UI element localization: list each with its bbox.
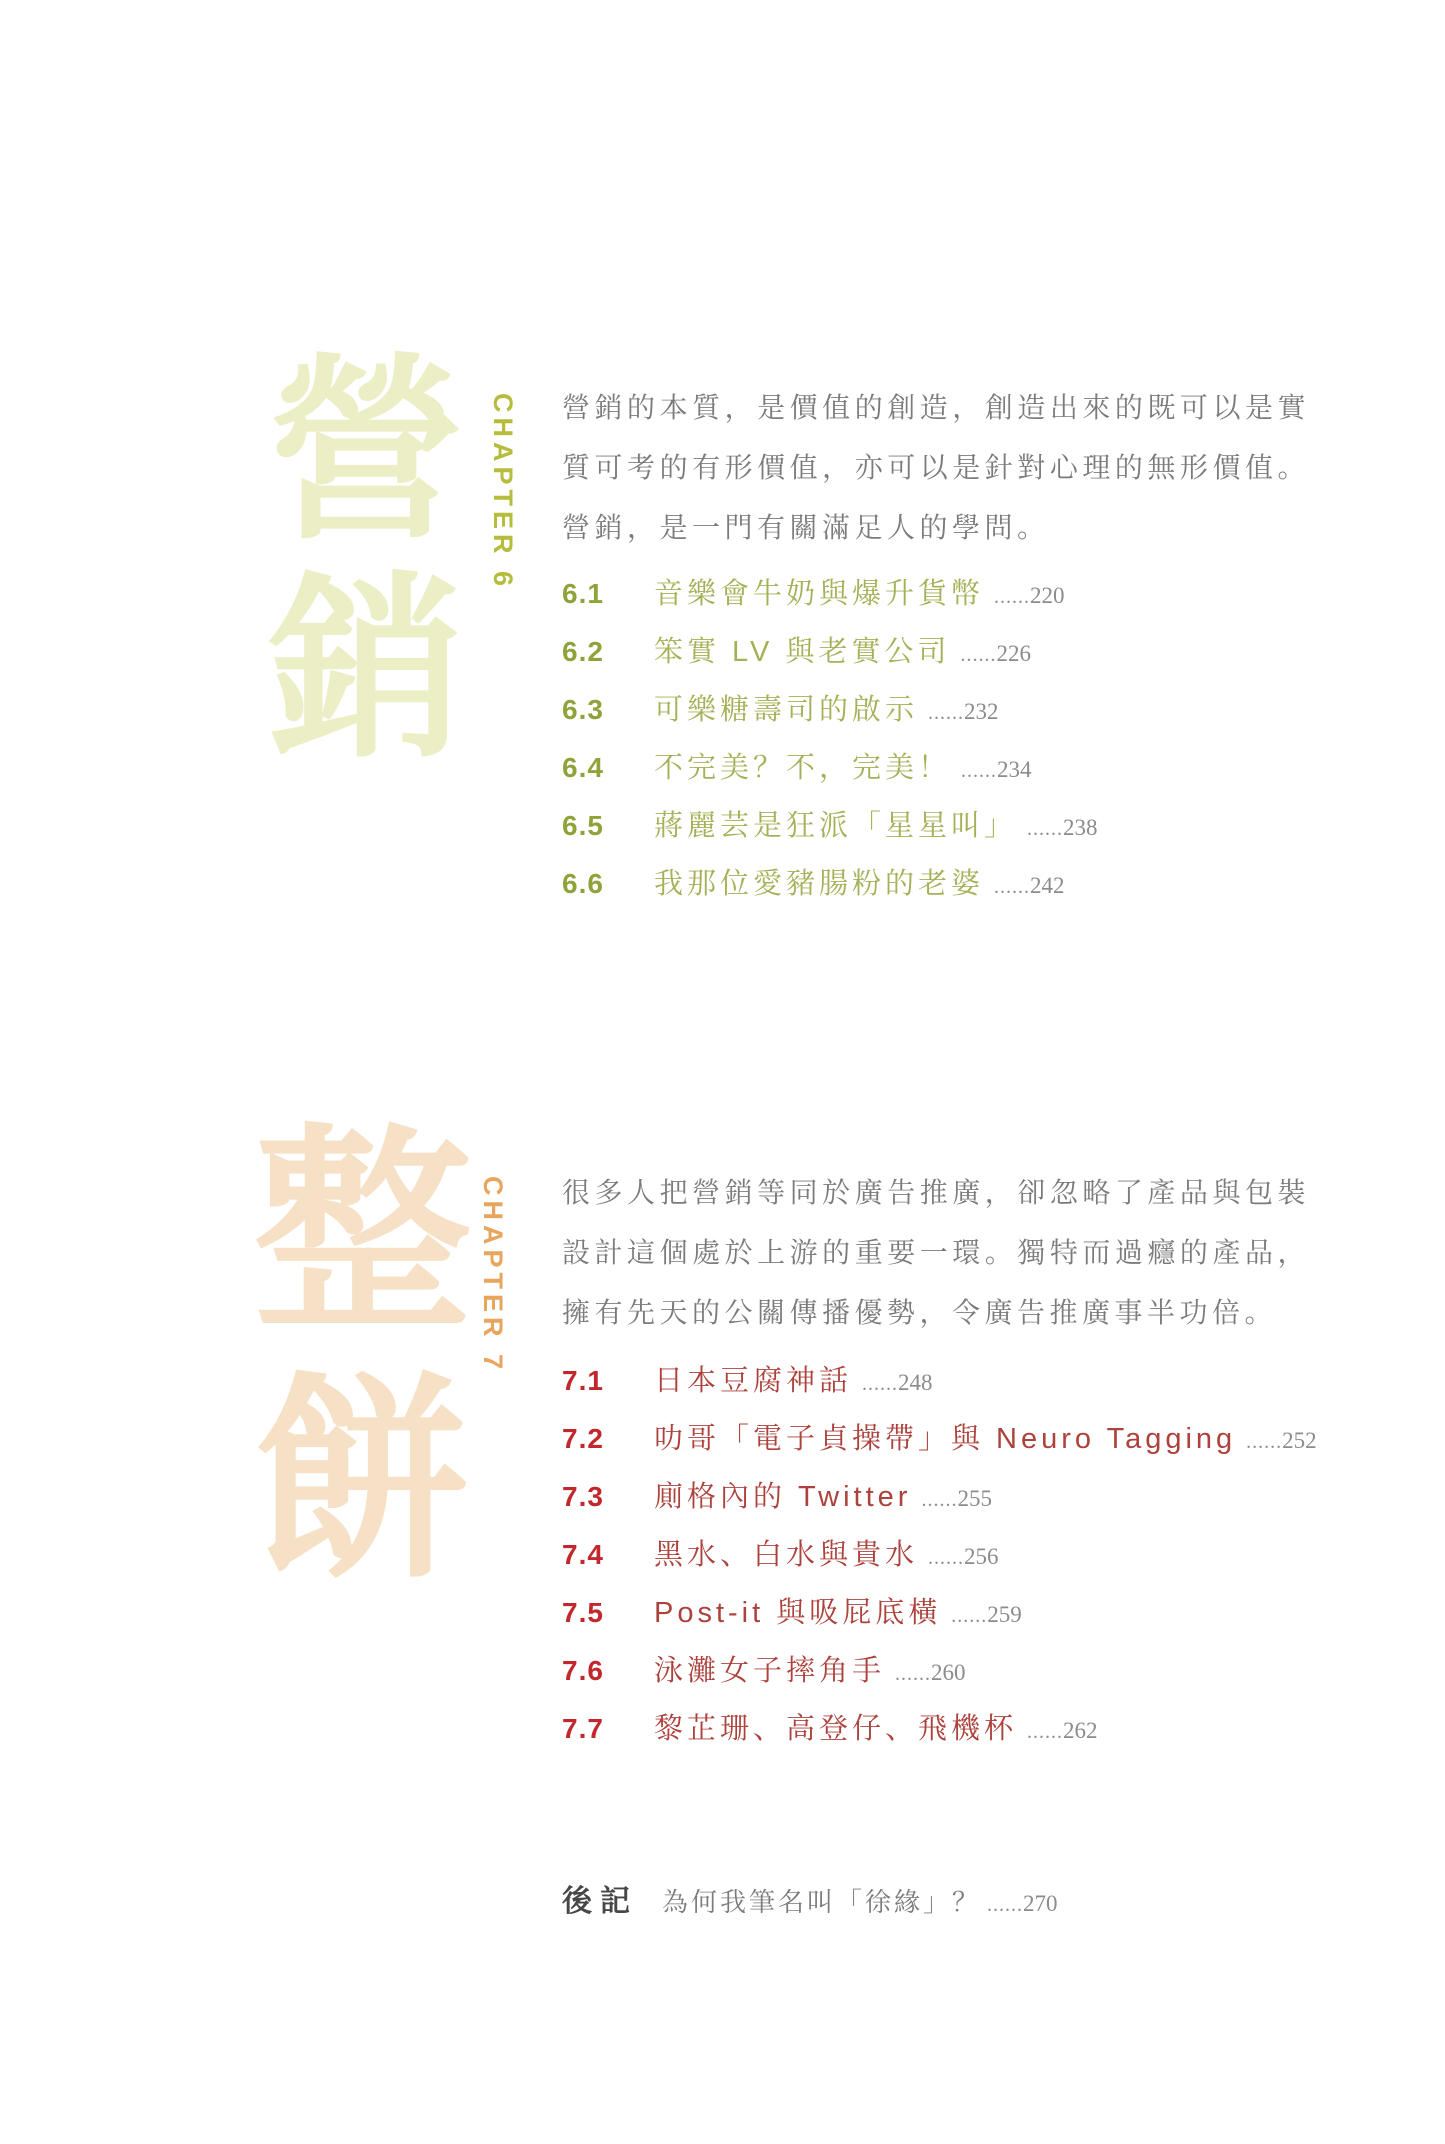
chapter7-calligraphy-char-1: 整 — [253, 1104, 472, 1360]
toc-item-number: 6.6 — [562, 868, 604, 899]
leader-dots: ...... — [994, 876, 1031, 898]
toc-item-number: 7.1 — [562, 1365, 604, 1396]
toc-item-leader — [960, 625, 1031, 686]
chapter6-calligraphy-char-1: 營 — [266, 334, 465, 567]
toc-item-number: 6.3 — [562, 694, 604, 725]
toc-item-number: 7.5 — [562, 1597, 604, 1628]
toc-item-page: 255 — [957, 1486, 992, 1511]
toc-item — [562, 1584, 1317, 1642]
toc-item-leader — [895, 1644, 966, 1705]
toc-item — [562, 855, 1098, 913]
toc-item-title: 日本豆腐神話 — [654, 1365, 853, 1397]
toc-item-title: 音樂會牛奶與爆升貨幣 — [654, 578, 985, 610]
toc-item-number: 6.4 — [562, 752, 604, 783]
leader-dots: ...... — [1027, 1721, 1064, 1743]
toc-item-leader — [862, 1354, 933, 1415]
toc-item — [562, 1468, 1317, 1526]
afterword-leader — [987, 1878, 1058, 1933]
toc-item-number: 6.5 — [562, 810, 604, 841]
chapter7-calligraphy-char-2: 餅 — [253, 1352, 472, 1608]
toc-item-leader — [928, 1528, 999, 1589]
leader-dots: ...... — [862, 1373, 899, 1395]
leader-dots: ...... — [895, 1663, 932, 1685]
afterword-row — [562, 1876, 1058, 1933]
toc-item-title: 我那位愛豬腸粉的老婆 — [654, 868, 985, 900]
toc-item-page: 256 — [964, 1544, 999, 1569]
toc-item — [562, 1410, 1317, 1468]
chapter6-calligraphy — [258, 334, 473, 785]
chapter7-toc — [562, 1352, 1317, 1758]
toc-item-page: 248 — [898, 1370, 933, 1395]
toc-item-leader — [1027, 799, 1098, 860]
toc-item-title: 笨實 LV 與老實公司 — [654, 636, 951, 668]
leader-dots: ...... — [987, 1894, 1024, 1916]
toc-item-leader — [994, 567, 1065, 628]
toc-item-leader — [1027, 1702, 1098, 1763]
toc-item-leader — [951, 1586, 1022, 1647]
toc-item-title: 不完美？不，完美！ — [654, 752, 952, 784]
toc-item-number: 7.3 — [562, 1481, 604, 1512]
leader-dots: ...... — [928, 702, 965, 724]
afterword-label: 後記 — [562, 1885, 638, 1918]
toc-item — [562, 1642, 1317, 1700]
chapter6-calligraphy-char-2: 銷 — [266, 552, 465, 785]
toc-item — [562, 1526, 1317, 1584]
toc-item-title: 泳灘女子摔角手 — [654, 1655, 886, 1687]
chapter6-label: CHAPTER 6 — [488, 393, 518, 592]
toc-item-title: 叻哥「電子貞操帶」與 Neuro Tagging — [654, 1423, 1237, 1455]
leader-dots: ...... — [994, 586, 1031, 608]
leader-dots: ...... — [1027, 818, 1064, 840]
chapter6-intro: 營銷的本質，是價值的創造，創造出來的既可以是實質可考的有形價值，亦可以是針對心理的無形價值。營銷，是一門有關滿足人的學問。 — [562, 392, 1310, 543]
toc-item-leader — [961, 741, 1032, 802]
toc-item-number: 7.7 — [562, 1713, 604, 1744]
toc-item-leader — [921, 1470, 992, 1531]
toc-item-number: 6.1 — [562, 578, 604, 609]
toc-item-number: 7.2 — [562, 1423, 604, 1454]
toc-item — [562, 623, 1098, 681]
toc-item-page: 262 — [1063, 1718, 1098, 1743]
toc-item-page: 220 — [1030, 583, 1065, 608]
chapter7-intro: 很多人把營銷等同於廣告推廣，卻忽略了產品與包裝設計這個處於上游的重要一環。獨特而過癮的產品，擁有先天的公關傳播優勢，令廣告推廣事半功倍。 — [562, 1177, 1310, 1328]
chapter7-calligraphy — [245, 1104, 480, 1608]
toc-item-title: 廁格內的 Twitter — [654, 1481, 912, 1513]
toc-item-title: 黑水、白水與貴水 — [654, 1539, 919, 1571]
leader-dots: ...... — [921, 1489, 958, 1511]
afterword-title: 為何我筆名叫「徐緣」？ — [662, 1887, 982, 1917]
toc-item-leader — [1246, 1412, 1317, 1473]
toc-item-page: 252 — [1282, 1428, 1317, 1453]
toc-item-title: 蔣麗芸是狂派「星星叫」 — [654, 810, 1018, 842]
toc-item — [562, 1700, 1317, 1758]
toc-item-page: 242 — [1030, 873, 1065, 898]
toc-item-page: 260 — [931, 1660, 966, 1685]
leader-dots: ...... — [951, 1605, 988, 1627]
toc-item-page: 259 — [987, 1602, 1022, 1627]
toc-item-title: 可樂糖壽司的啟示 — [654, 694, 919, 726]
chapter7-label: CHAPTER 7 — [478, 1176, 508, 1375]
toc-item — [562, 681, 1098, 739]
toc-item-leader — [994, 857, 1065, 918]
toc-item-title: Post-it 與吸屁底橫 — [654, 1597, 942, 1629]
toc-item-number: 7.6 — [562, 1655, 604, 1686]
toc-item-number: 7.4 — [562, 1539, 604, 1570]
toc-item — [562, 1352, 1317, 1410]
toc-item — [562, 565, 1098, 623]
toc-item-number: 6.2 — [562, 636, 604, 667]
leader-dots: ...... — [1246, 1431, 1283, 1453]
toc-item-page: 232 — [964, 699, 999, 724]
toc-item-page: 238 — [1063, 815, 1098, 840]
toc-item — [562, 739, 1098, 797]
leader-dots: ...... — [961, 760, 998, 782]
afterword-page: 270 — [1023, 1891, 1058, 1916]
toc-item-page: 234 — [997, 757, 1032, 782]
leader-dots: ...... — [928, 1547, 965, 1569]
leader-dots: ...... — [960, 644, 997, 666]
toc-item — [562, 797, 1098, 855]
toc-item-title: 黎芷珊、高登仔、飛機杯 — [654, 1713, 1018, 1745]
toc-item-leader — [928, 683, 999, 744]
chapter6-toc — [562, 565, 1098, 913]
toc-item-page: 226 — [996, 641, 1031, 666]
